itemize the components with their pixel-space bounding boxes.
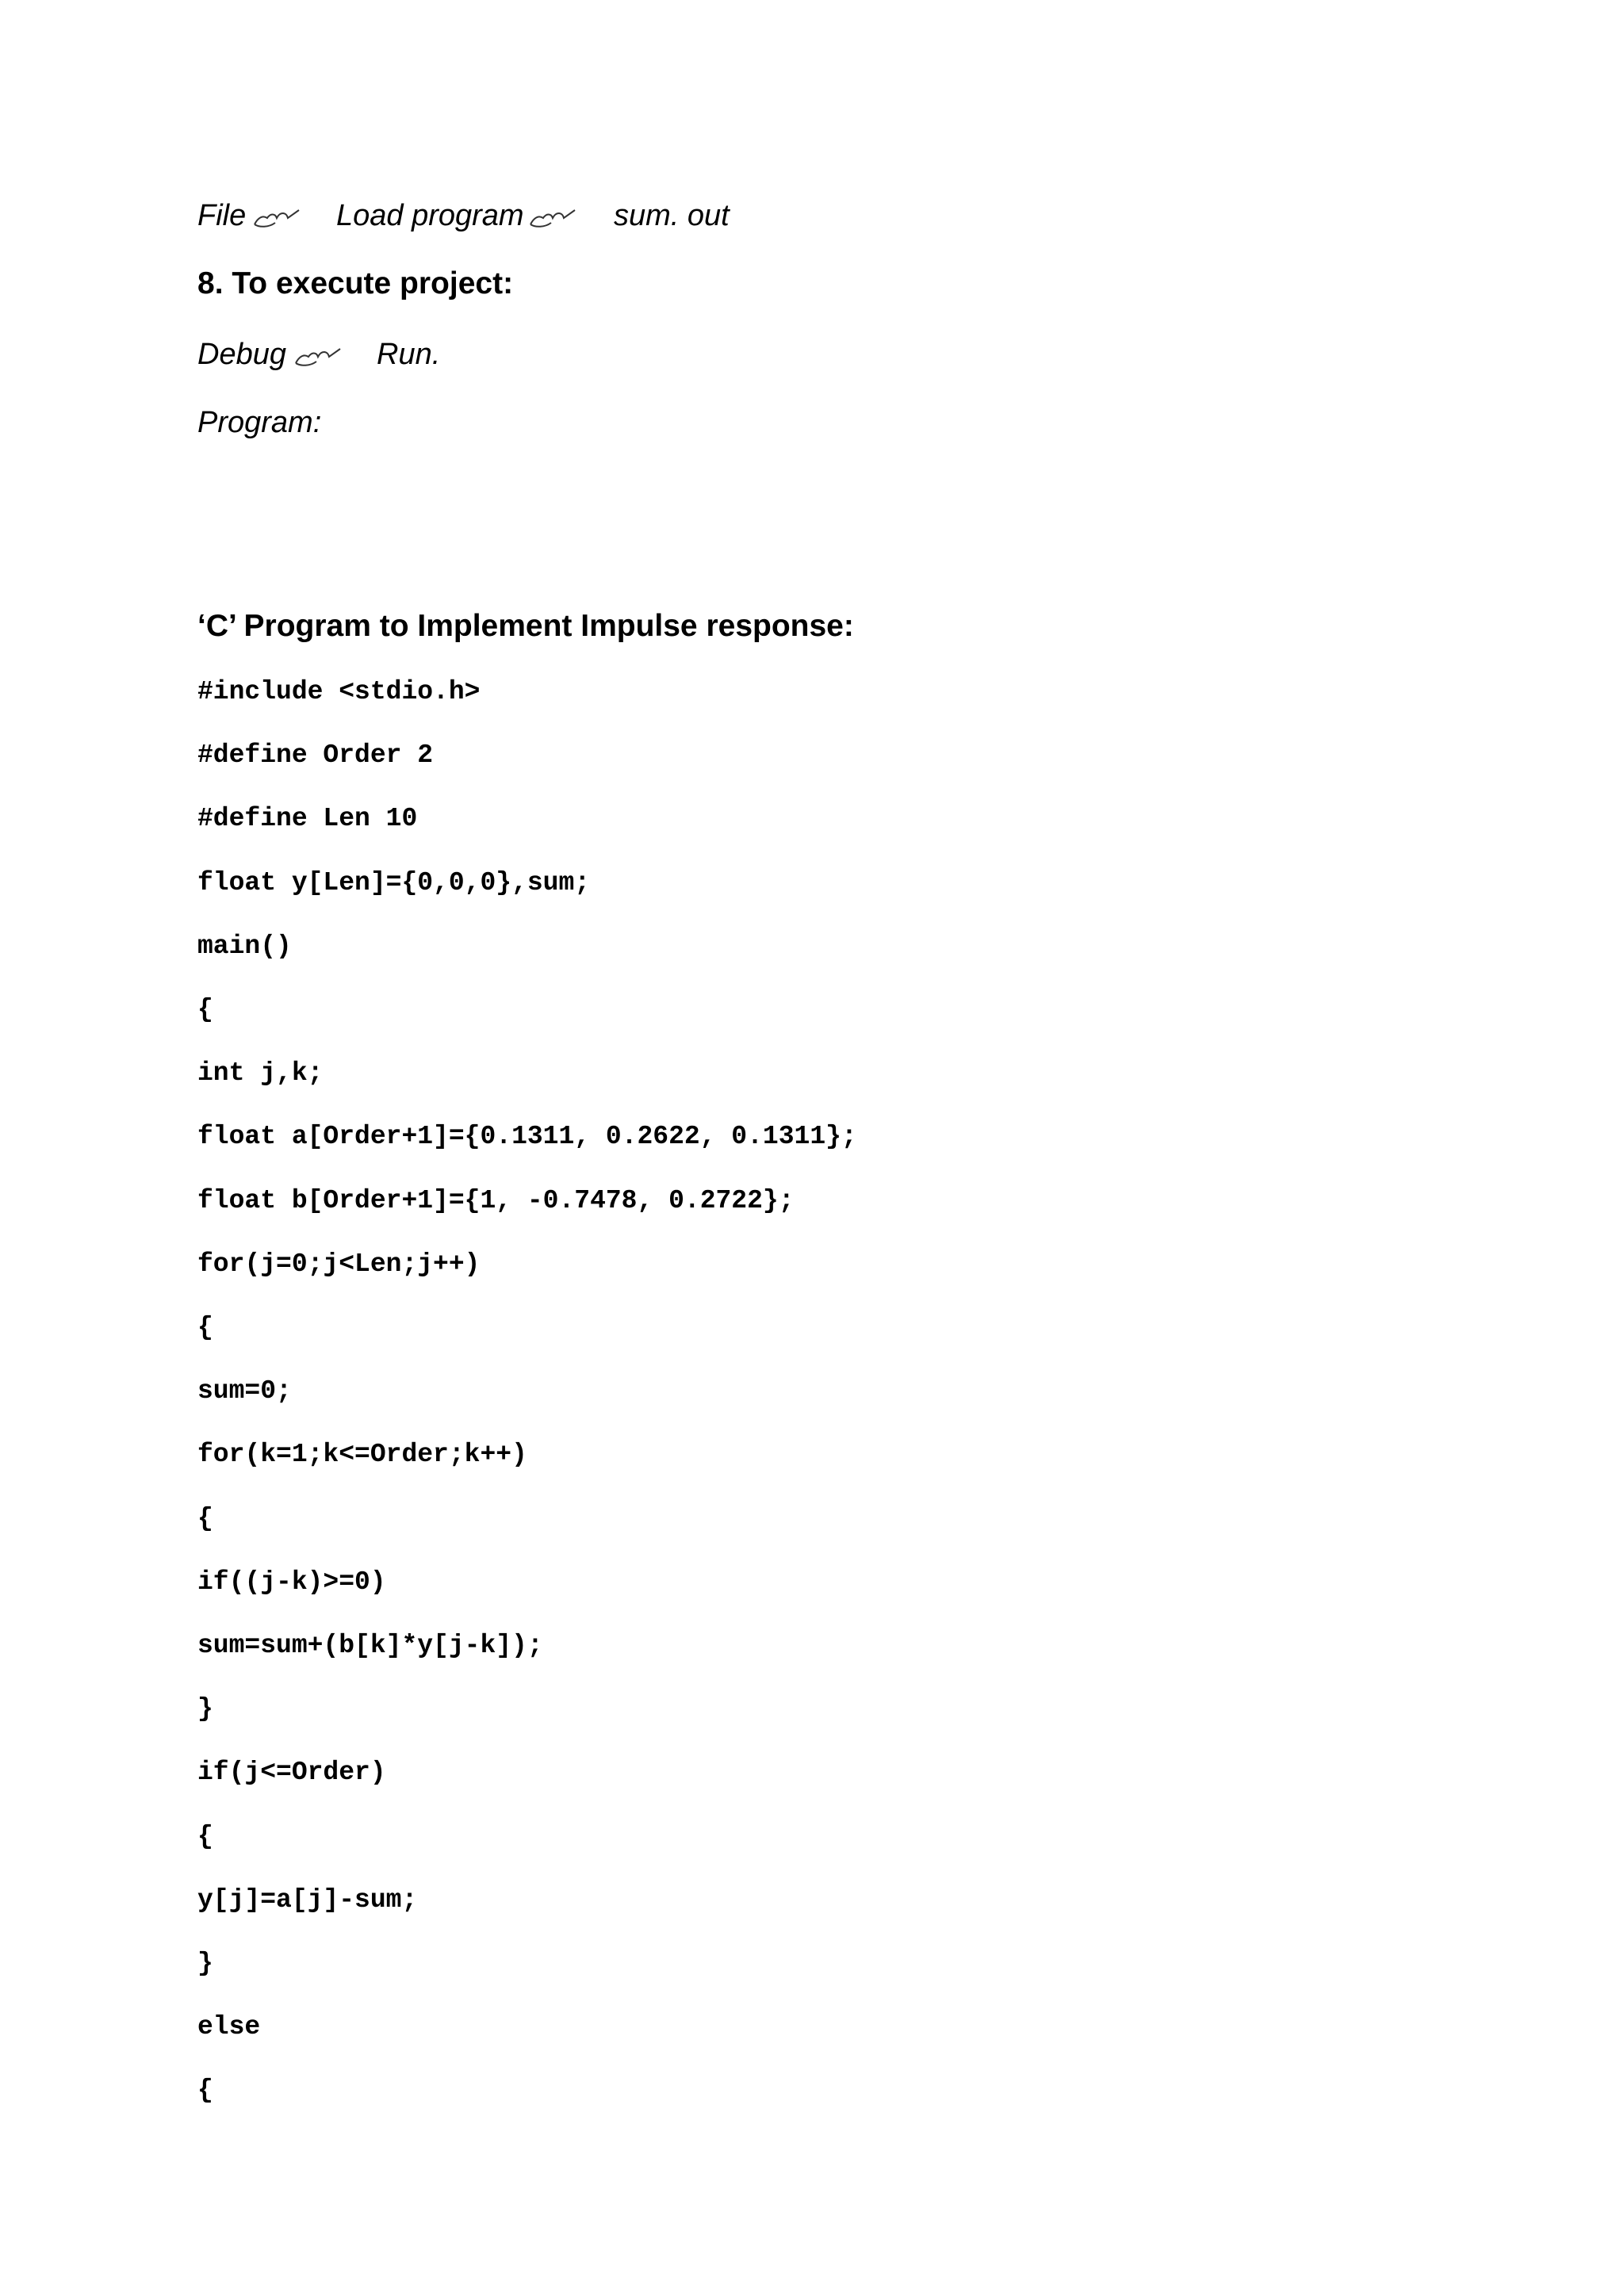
code-line: float y[Len]={0,0,0},sum; xyxy=(197,868,591,897)
code-heading: ‘C’ Program to Implement Impulse response: xyxy=(197,609,854,643)
code-line: } xyxy=(197,1949,213,1978)
code-line: { xyxy=(197,1822,213,1851)
code-line: float b[Order+1]={1, -0.7478, 0.2722}; xyxy=(197,1186,795,1215)
code-line: { xyxy=(197,2076,213,2105)
pointing-hand-icon xyxy=(294,346,343,369)
code-line: #include <stdio.h> xyxy=(197,677,481,706)
menu-debug-text: Debug xyxy=(197,338,286,371)
code-line: { xyxy=(197,995,213,1024)
code-line: else xyxy=(197,2012,261,2042)
code-line: for(k=1;k<=Order;k++) xyxy=(197,1440,527,1469)
menu-run-text: Run. xyxy=(377,338,441,371)
pointing-hand-icon xyxy=(529,207,578,231)
pointing-hand-icon xyxy=(253,207,302,231)
code-line: } xyxy=(197,1694,213,1724)
code-line: main() xyxy=(197,932,292,961)
code-line: sum=sum+(b[k]*y[j-k]); xyxy=(197,1631,543,1660)
code-line: y[j]=a[j]-sum; xyxy=(197,1885,418,1915)
menu-load-program-text: Load program xyxy=(336,199,524,232)
menu-path-debug-run xyxy=(197,339,832,376)
code-line: float a[Order+1]={0.1311, 0.2622, 0.1311}; xyxy=(197,1122,857,1151)
code-line: for(j=0;j<Len;j++) xyxy=(197,1249,481,1279)
code-line: { xyxy=(197,1504,213,1533)
program-label: Program: xyxy=(197,406,322,439)
code-line: #define Order 2 xyxy=(197,740,434,770)
code-line: sum=0; xyxy=(197,1376,292,1406)
code-line: if((j-k)>=0) xyxy=(197,1567,386,1597)
code-line: { xyxy=(197,1313,213,1342)
menu-file-text: File xyxy=(197,199,247,232)
menu-sum-out-text: sum. out xyxy=(614,199,730,232)
menu-path-load-program xyxy=(197,201,990,237)
step-8-heading: 8. To execute project: xyxy=(197,266,514,300)
code-line: if(j<=Order) xyxy=(197,1758,386,1787)
code-line: #define Len 10 xyxy=(197,804,418,833)
code-line: int j,k; xyxy=(197,1058,324,1088)
